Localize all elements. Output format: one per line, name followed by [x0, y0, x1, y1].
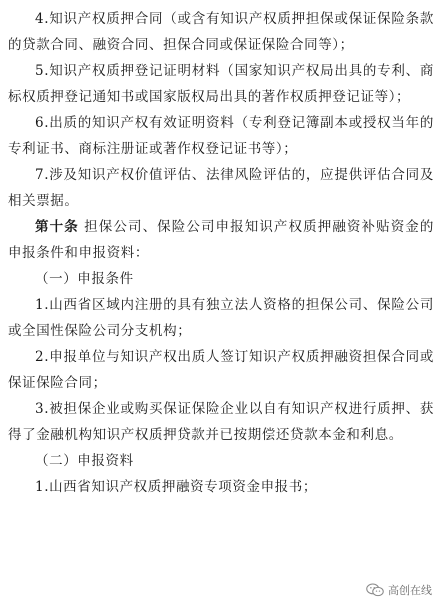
- condition-item-1: 1.山西省区域内注册的具有独立法人资格的担保公司、保险公司或全国性保险公司分支机构；: [8, 297, 434, 339]
- paragraph-item-7: 7.涉及知识产权价值评估、法律风险评估的，应提供评估合同及相关票据。: [8, 167, 434, 209]
- paragraph-item-5: 5.知识产权质押登记证明材料（国家知识产权局出具的专利、商标权质押登记通知书或国家版权局出具的著作权质押登记证等）；: [8, 63, 434, 105]
- paragraph-item-6: 6.出质的知识产权有效证明资料（专利登记簿副本或授权当年的专利证书、商标注册证或著作权登记证书等）；: [8, 115, 434, 157]
- watermark: [364, 581, 434, 599]
- section-heading-materials: （二）申报资料: [35, 453, 134, 469]
- article-number: 第十条: [35, 219, 79, 235]
- condition-item-3: 3.被担保企业或购买保证保险企业以自有知识产权进行质押、获得了金融机构知识产权质押贷款并已按期偿还贷款本金和利息。: [8, 401, 434, 443]
- condition-item-2: 2.申报单位与知识产权出质人签订知识产权质押融资担保合同或保证保险合同；: [8, 349, 434, 391]
- section-heading-conditions: （一）申报条件: [35, 271, 134, 287]
- article-ten: 第十条 担保公司、保险公司申报知识产权质押融资补贴资金的申报条件和申报资料：: [8, 219, 434, 261]
- wechat-icon: [366, 583, 384, 597]
- paragraph-item-4: 4.知识产权质押合同（或含有知识产权质押担保或保证保险条款的贷款合同、融资合同、担保合同或保证保险合同等）；: [8, 11, 434, 53]
- material-item-1: 1.山西省知识产权质押融资专项资金申报书；: [35, 479, 317, 495]
- watermark-text: 高创在线: [388, 584, 432, 597]
